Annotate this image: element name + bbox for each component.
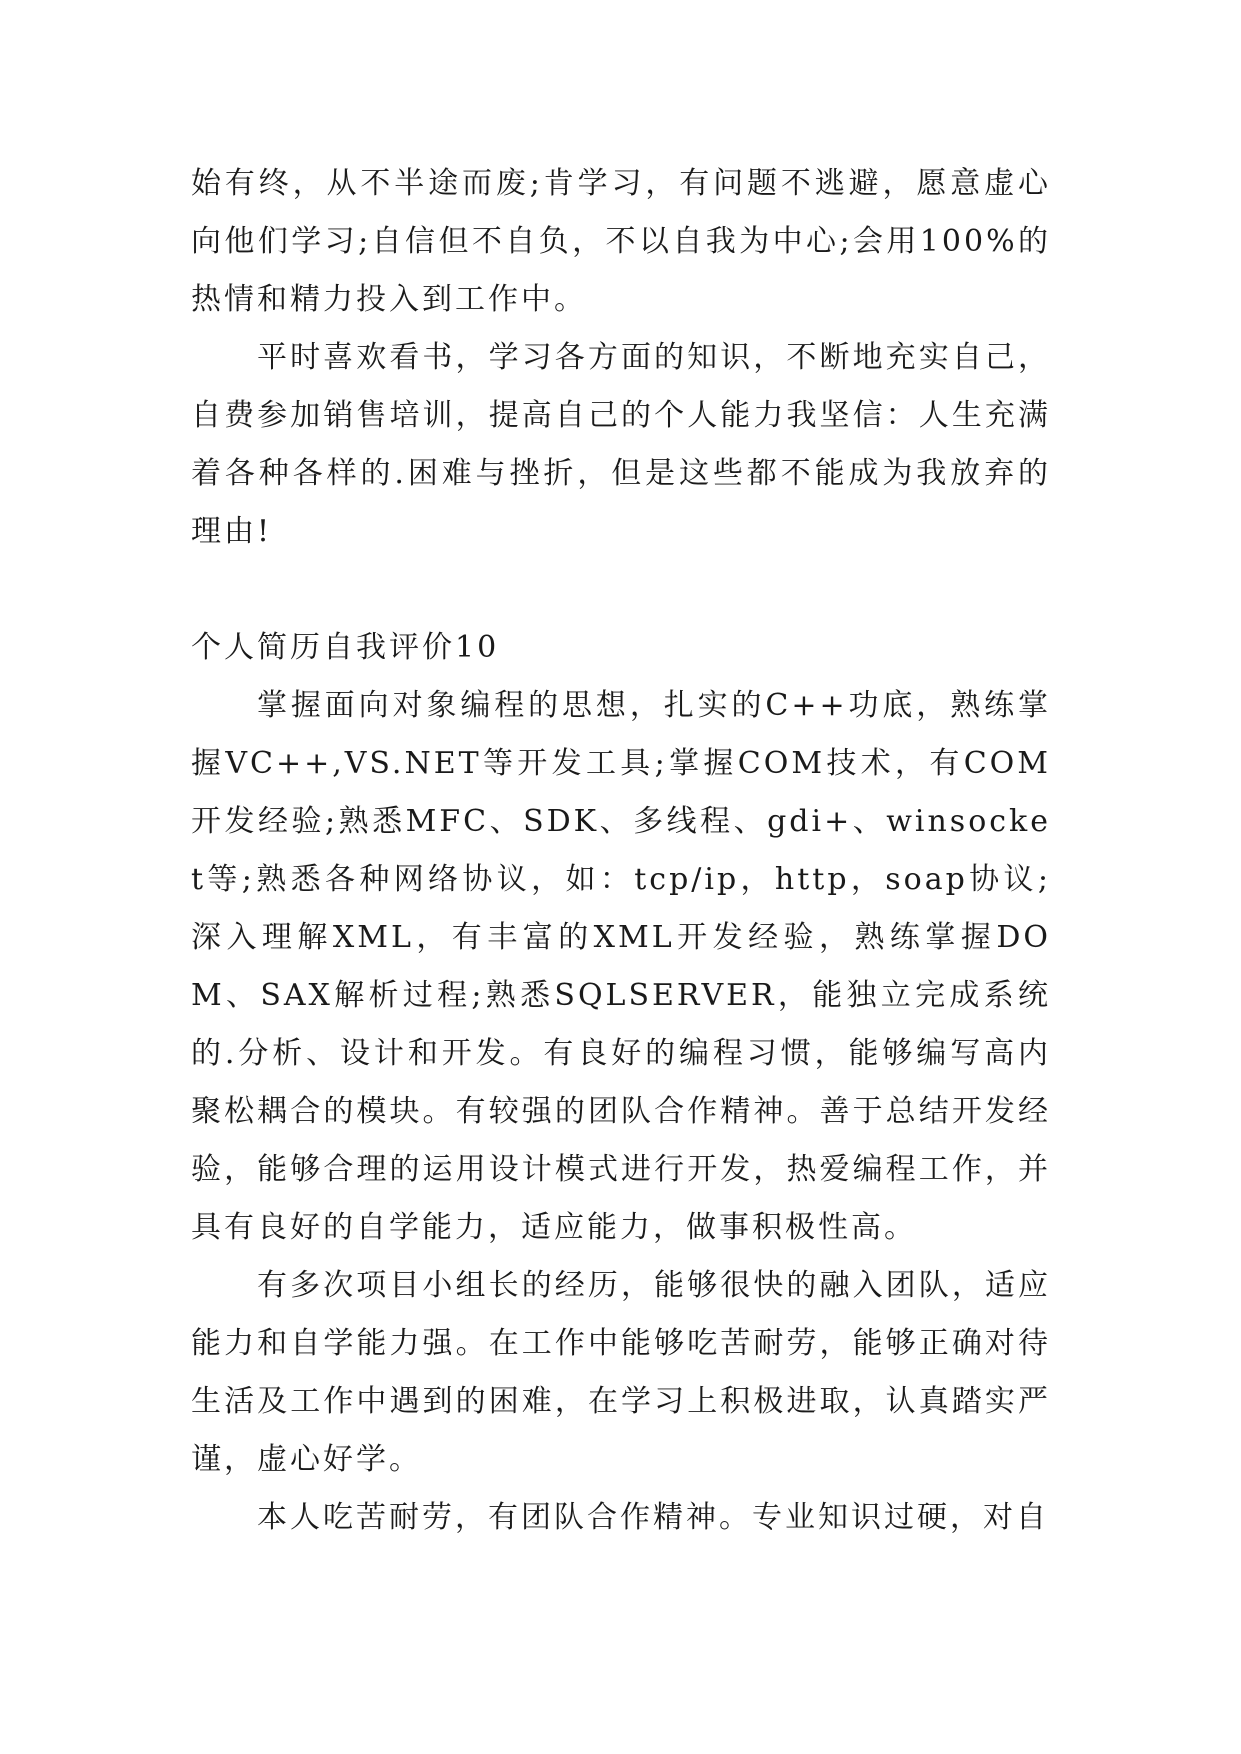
section-heading: 个人简历自我评价10 — [191, 630, 500, 665]
paragraph-summary: 本人吃苦耐劳，有团队合作精神。专业知识过硬，对自 — [257, 1500, 1049, 1535]
paragraph-skills: 掌握面向对象编程的思想，扎实的C++功底，熟练掌握VC++,VS.NET等开发工具;掌握COM技术，有COM开发经验;熟悉MFC、SDK、多线程、gdi+、winsocket等;熟悉各种网络协议，如：tcp/ip，http，soap协议;深入理解XML，有丰富的XML开发经验，熟练掌握DOM、SAX解析过程;熟悉SQLSERVER，能独立完成系统的.分析、设计和开发。有良好的编程习惯，能够编写高内聚松耦合的模块。有较强的团队合作精神。善于总结开发经验，能够合理的运用设计模式进行开发，热爱编程工作，并具有良好的自学能力，适应能力，做事积极性高。 — [191, 688, 1051, 1245]
paragraph-continuation: 始有终，从不半途而废;肯学习，有问题不逃避，愿意虚心向他们学习;自信但不自负，不以自我为中心;会用100%的热情和精力投入到工作中。 — [191, 166, 1051, 317]
paragraph-team-experience: 有多次项目小组长的经历，能够很快的融入团队，适应能力和自学能力强。在工作中能够吃苦耐劳，能够正确对待生活及工作中遇到的困难，在学习上积极进取，认真踏实严谨，虚心好学。 — [191, 1268, 1051, 1477]
paragraph-hobbies: 平时喜欢看书，学习各方面的知识，不断地充实自己，自费参加销售培训，提高自己的个人能力我坚信：人生充满着各种各样的.困难与挫折，但是这些都不能成为我放弃的理由! — [191, 340, 1051, 549]
document-body — [191, 155, 1051, 1547]
